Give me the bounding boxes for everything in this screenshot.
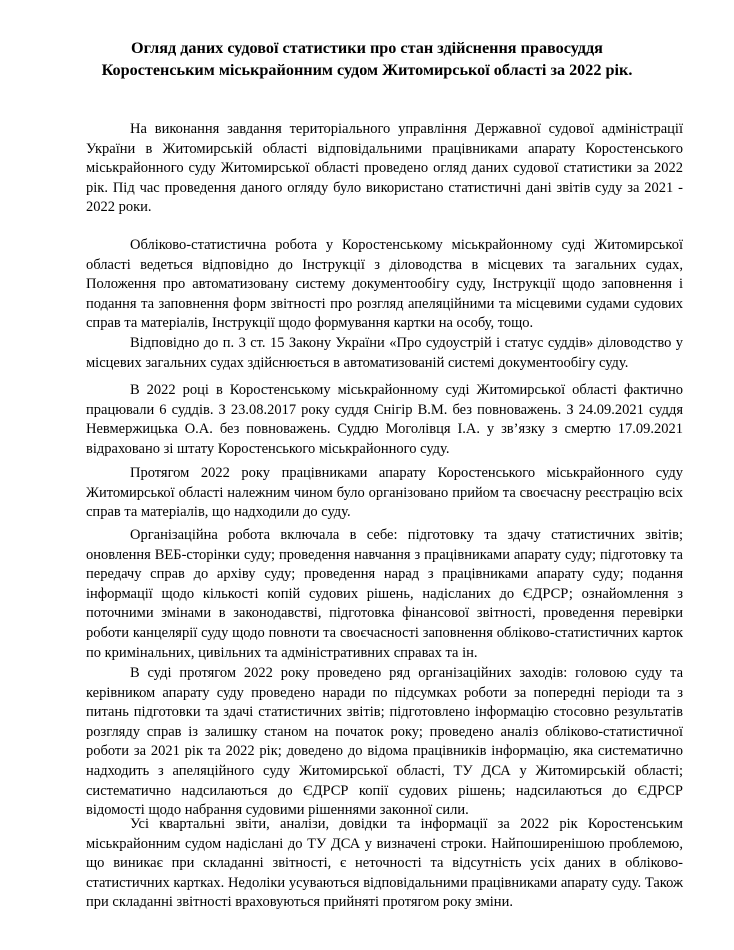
title-line-1: Огляд даних судової статистики про стан здійснення правосуддя: [131, 39, 603, 57]
paragraph-statistical-work: Обліково-статистична робота у Коростенському міськрайонному суді Житомирської області ведеться відповідно до Інструкції з діловодства в місцевих та загальних судах, Положення про автоматизовану систему документообігу суду, Інструкції щодо заповнення і подання та заповнення форм звітності про розгляд апеляційними та місцевими судами судових справ та матеріалів, Інструкції щодо формування картки на особу, тощо.: [86, 237, 683, 332]
paragraph-law-reference: Відповідно до п. 3 ст. 15 Закону України «Про судоустрій і статус суддів» діловодство у місцевих загальних судах здійснюється в автоматизованій системі документообігу суду.: [86, 335, 683, 371]
paragraph-organizational-work: Організаційна робота включала в себе: підготовку та здачу статистичних звітів; оновлення ВЕБ-сторінки суду; проведення навчання з працівниками апарату суду; підготовку та передачу справ до архіву суду; проведення нарад з працівниками апарату суду; подання інформації щодо кількості копій судових рішень, надісланих до ЄДРСР; ознайомлення з поточними змінами в законодавстві, підготовка фінансової звітності, проведення перевірки роботи канцелярії суду щодо повноти та своєчасності заповнення обліково-статистичних карток по кримінальних, цивільних та адміністративних справах та ін.: [86, 527, 683, 661]
document-title: [60, 37, 674, 81]
paragraph-review-intro: На виконання завдання територіального управління Державної судової адміністрації України в Житомирській області відповідальними працівниками апарату Коростенського міськрайонного суду Житомирської області проведено огляд даних судової статистики за 2022 рік. Під час проведення даного огляду було використано статистичні дані звітів суду за 2021 - 2022 роки.: [86, 121, 683, 216]
paragraph-registration: Протягом 2022 року працівниками апарату Коростенського міськрайонного суду Житомирської області належним чином було організовано прийом та своєчасну реєстрацію всіх справ та матеріалів, що надходили до суду.: [86, 465, 683, 521]
title-line-2: Коростенським міськрайонним судом Житомирської області за 2022 рік.: [101, 61, 633, 79]
paragraph-judges: В 2022 році в Коростенському міськрайонному суді Житомирської області фактично працювали 6 суддів. З 23.08.2017 року суддя Снігір В.М. без повноважень. З 24.09.2021 суддя Невмержицька О.А. без повноважень. Суддю Моголівця І.А. у зв’язку з смертю 17.09.2021 відраховано зі штату Коростенського міськрайонного суду.: [86, 382, 683, 457]
paragraph-organizational-measures: В суді протягом 2022 року проведено ряд організаційних заходів: головою суду та керівником апарату суду проведено наради по підсумках роботи за попередні періоди та з питань підготовки та здачі статистичних звітів; підготовлено інформацію стосовно результатів розгляду справ із залишку станом на початок року; проведено аналіз обліково-статистичної роботи за 2021 рік та 2022 рік; доведено до відома працівників інформацію, яка систематично надходить з апеляційного суду Житомирської області, ТУ ДСА у Житомирській області; систематично надсилаються до ЄДРСР копії судових рішень; надсилаються до ЄДРСР відомості щодо набрання судовими рішеннями законної сили.: [86, 665, 683, 819]
paragraph-reports: Усі квартальні звіти, аналізи, довідки та інформації за 2022 рік Коростенським міськрайонним судом надіслані до ТУ ДСА у визначені строки. Найпоширенішою проблемою, що виникає при складанні звітності, є неточності та відсутність усіх даних в обліково-статистичних картках. Недоліки усуваються відповідальними працівниками апарату суду. Також при складанні звітності враховуються прийняті протягом року зміни.: [86, 816, 683, 911]
